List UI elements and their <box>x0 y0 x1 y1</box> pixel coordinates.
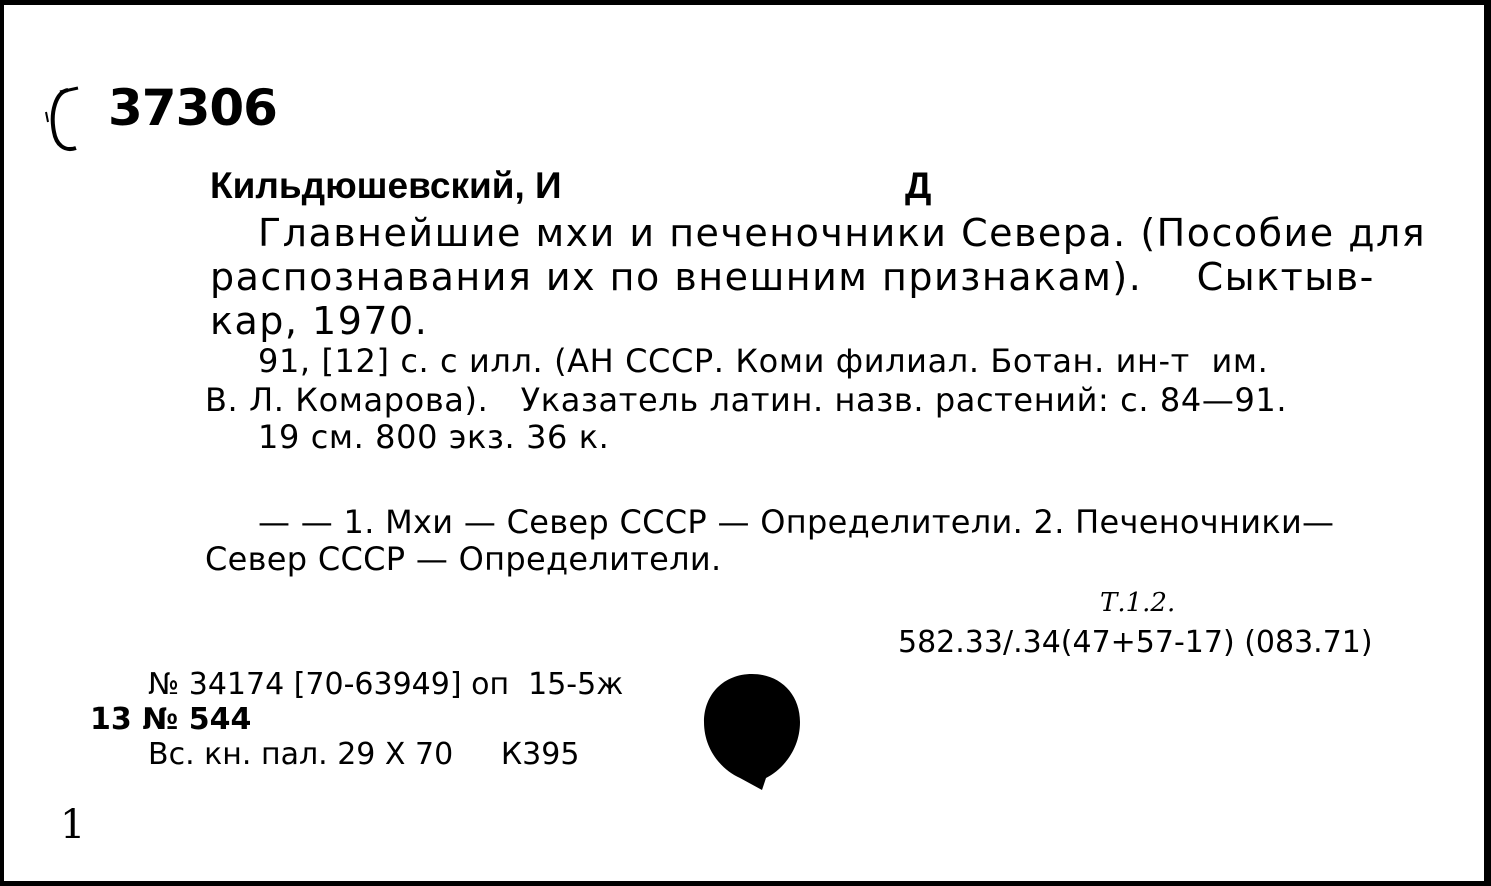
description-line: 19 см. 800 экз. 36 к. <box>258 418 610 456</box>
stamp-mark-icon <box>38 82 98 162</box>
publisher-line: Вс. кн. пал. 29 Х 70 К395 <box>148 737 580 772</box>
author-name: Кильдюшевский, И <box>210 165 562 206</box>
udc-classification: 582.33/.34(47+57-17) (083.71) <box>898 625 1373 660</box>
handwritten-udc-mark: Т.1.2. <box>1100 588 1176 618</box>
title-line: распознавания их по внешним признакам). Сыктыв- <box>210 255 1375 299</box>
author-initial: Д <box>905 165 932 206</box>
card-border-top <box>4 0 1491 5</box>
card-border-bottom <box>0 881 1491 886</box>
filing-hole-icon <box>700 670 804 794</box>
card-border-right <box>1484 0 1491 886</box>
call-number: 37306 <box>108 79 277 137</box>
title-line: кар, 1970. <box>210 299 429 343</box>
publisher-line: № 34174 [70-63949] оп 15-5ж <box>148 667 624 702</box>
card-border-left <box>0 0 4 886</box>
subject-heading-line: Север СССР — Определители. <box>205 540 722 578</box>
title-line: Главнейшие мхи и печеночники Севера. (Пособие для <box>258 211 1427 255</box>
description-line: В. Л. Комарова). Указатель латин. назв. растений: с. 84—91. <box>205 381 1288 419</box>
corner-handwritten-mark: 1 <box>60 802 86 848</box>
subject-heading-line: — — 1. Мхи — Север СССР — Определители. 2. Печеночники— <box>258 503 1335 541</box>
description-line: 91, [12] с. с илл. (АН СССР. Коми филиал. Ботан. ин-т им. <box>258 342 1269 380</box>
publisher-line: 13 № 544 <box>90 702 252 737</box>
